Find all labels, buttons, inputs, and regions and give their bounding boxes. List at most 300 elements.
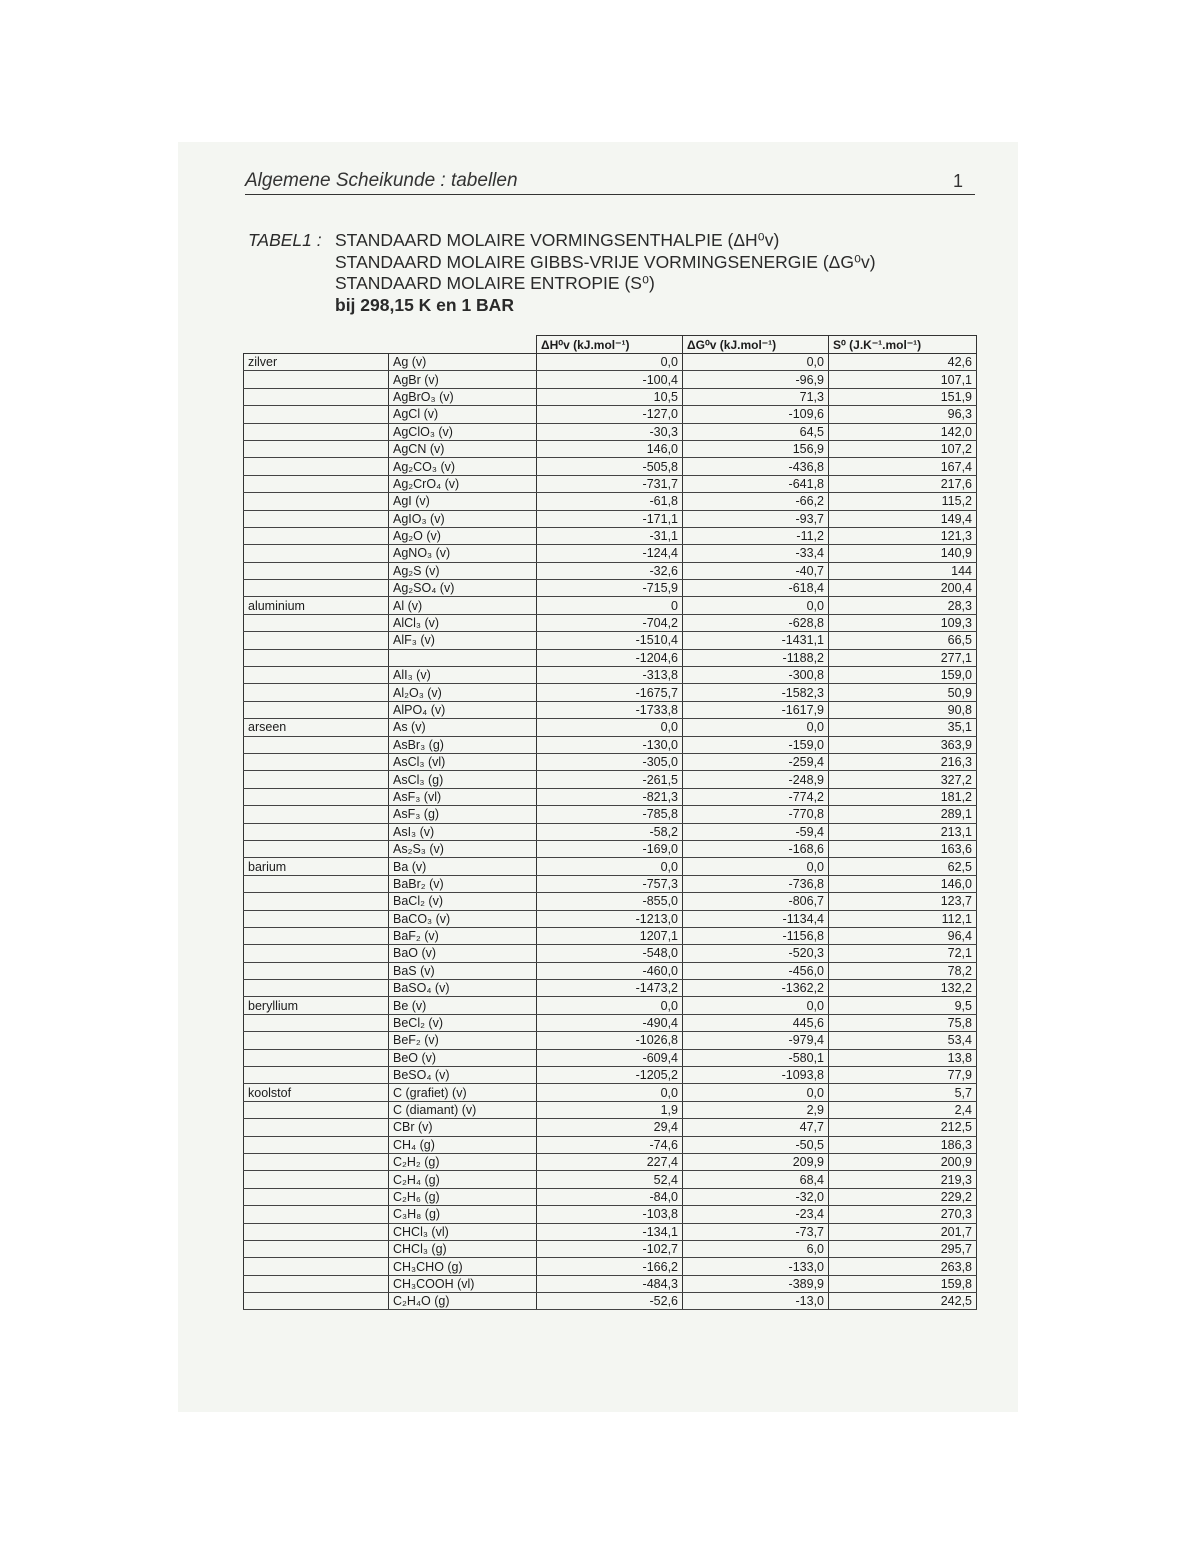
table-row <box>244 997 977 1014</box>
compound-cell: AgBr (v) <box>389 371 537 388</box>
table-row <box>244 1136 977 1153</box>
gibbs-cell: 0,0 <box>683 858 829 875</box>
element-cell <box>244 1171 389 1188</box>
table-row <box>244 840 977 857</box>
gibbs-cell: 68,4 <box>683 1171 829 1188</box>
compound-cell: C₂H₆ (g) <box>389 1188 537 1205</box>
compound-cell: BaCl₂ (v) <box>389 893 537 910</box>
enthalpy-cell: -58,2 <box>537 823 683 840</box>
entropy-cell: 107,2 <box>829 440 977 457</box>
enthalpy-cell: -505,8 <box>537 458 683 475</box>
gibbs-cell: -259,4 <box>683 753 829 770</box>
gibbs-cell: 209,9 <box>683 1153 829 1170</box>
table-row <box>244 562 977 579</box>
entropy-cell: 327,2 <box>829 771 977 788</box>
enthalpy-cell: -1213,0 <box>537 910 683 927</box>
entropy-cell: 219,3 <box>829 1171 977 1188</box>
compound-cell: CH₃COOH (vl) <box>389 1275 537 1292</box>
entropy-cell: 167,4 <box>829 458 977 475</box>
enthalpy-cell: -548,0 <box>537 945 683 962</box>
header-enthalpy: ΔH⁰v (kJ.mol⁻¹) <box>537 336 683 354</box>
gibbs-cell: -1156,8 <box>683 927 829 944</box>
entropy-cell: 200,4 <box>829 580 977 597</box>
gibbs-cell: -300,8 <box>683 667 829 684</box>
entropy-cell: 132,2 <box>829 980 977 997</box>
table-row <box>244 910 977 927</box>
entropy-cell: 78,2 <box>829 962 977 979</box>
compound-cell: CHCl₃ (g) <box>389 1240 537 1257</box>
element-cell <box>244 632 389 649</box>
entropy-cell: 149,4 <box>829 510 977 527</box>
header-title: Algemene Scheikunde : tabellen <box>245 170 518 191</box>
gibbs-cell: -159,0 <box>683 736 829 753</box>
enthalpy-cell: 0,0 <box>537 858 683 875</box>
gibbs-cell: -1134,4 <box>683 910 829 927</box>
compound-cell: CBr (v) <box>389 1119 537 1136</box>
gibbs-cell: -96,9 <box>683 371 829 388</box>
element-cell <box>244 440 389 457</box>
compound-cell: Ag₂S (v) <box>389 562 537 579</box>
compound-cell: AlI₃ (v) <box>389 667 537 684</box>
table-row <box>244 527 977 544</box>
compound-cell: CH₄ (g) <box>389 1136 537 1153</box>
compound-cell: BeF₂ (v) <box>389 1032 537 1049</box>
table-row <box>244 1223 977 1240</box>
enthalpy-cell: -102,7 <box>537 1240 683 1257</box>
gibbs-cell: 0,0 <box>683 719 829 736</box>
gibbs-cell: 0,0 <box>683 1084 829 1101</box>
compound-cell: BaBr₂ (v) <box>389 875 537 892</box>
enthalpy-cell: -1204,6 <box>537 649 683 666</box>
gibbs-cell: -33,4 <box>683 545 829 562</box>
entropy-cell: 159,0 <box>829 667 977 684</box>
element-cell <box>244 736 389 753</box>
element-cell <box>244 840 389 857</box>
element-cell: barium <box>244 858 389 875</box>
compound-cell: AgBrO₃ (v) <box>389 388 537 405</box>
entropy-cell: 363,9 <box>829 736 977 753</box>
enthalpy-cell: -460,0 <box>537 962 683 979</box>
gibbs-cell: -11,2 <box>683 527 829 544</box>
compound-cell: BeSO₄ (v) <box>389 1067 537 1084</box>
compound-cell: AgNO₃ (v) <box>389 545 537 562</box>
element-cell <box>244 875 389 892</box>
element-cell <box>244 1014 389 1031</box>
table-row <box>244 475 977 492</box>
element-cell <box>244 980 389 997</box>
table-row <box>244 388 977 405</box>
compound-cell: AlPO₄ (v) <box>389 701 537 718</box>
heading-line-1: STANDAARD MOLAIRE VORMINGSENTHALPIE (ΔH⁰v) <box>335 230 780 250</box>
entropy-cell: 121,3 <box>829 527 977 544</box>
gibbs-cell: -248,9 <box>683 771 829 788</box>
entropy-cell: 90,8 <box>829 701 977 718</box>
gibbs-cell: 64,5 <box>683 423 829 440</box>
entropy-cell: 213,1 <box>829 823 977 840</box>
gibbs-cell: -23,4 <box>683 1206 829 1223</box>
gibbs-cell: -806,7 <box>683 893 829 910</box>
enthalpy-cell: -30,3 <box>537 423 683 440</box>
compound-cell: C₂H₄ (g) <box>389 1171 537 1188</box>
enthalpy-cell: -127,0 <box>537 406 683 423</box>
compound-cell: AsCl₃ (g) <box>389 771 537 788</box>
enthalpy-cell: 0,0 <box>537 354 683 371</box>
table-row <box>244 788 977 805</box>
gibbs-cell: 0,0 <box>683 997 829 1014</box>
entropy-cell: 146,0 <box>829 875 977 892</box>
enthalpy-cell: -74,6 <box>537 1136 683 1153</box>
table-row <box>244 1171 977 1188</box>
element-cell <box>244 423 389 440</box>
table-row <box>244 580 977 597</box>
enthalpy-cell: -84,0 <box>537 1188 683 1205</box>
header-entropy: S⁰ (J.K⁻¹.mol⁻¹) <box>829 336 977 354</box>
table-row <box>244 945 977 962</box>
table-row <box>244 597 977 614</box>
table-row <box>244 545 977 562</box>
compound-cell: As₂S₃ (v) <box>389 840 537 857</box>
enthalpy-cell: -305,0 <box>537 753 683 770</box>
compound-cell: Al₂O₃ (v) <box>389 684 537 701</box>
compound-cell: AlF₃ (v) <box>389 632 537 649</box>
enthalpy-cell: 0 <box>537 597 683 614</box>
enthalpy-cell: -169,0 <box>537 840 683 857</box>
compound-cell: AsF₃ (g) <box>389 806 537 823</box>
entropy-cell: 42,6 <box>829 354 977 371</box>
element-cell <box>244 1032 389 1049</box>
element-cell <box>244 510 389 527</box>
entropy-cell: 229,2 <box>829 1188 977 1205</box>
entropy-cell: 200,9 <box>829 1153 977 1170</box>
element-cell <box>244 1240 389 1257</box>
element-cell <box>244 927 389 944</box>
table-row <box>244 980 977 997</box>
entropy-cell: 9,5 <box>829 997 977 1014</box>
gibbs-cell: 0,0 <box>683 597 829 614</box>
compound-cell: Al (v) <box>389 597 537 614</box>
table-row <box>244 875 977 892</box>
gibbs-cell: -1582,3 <box>683 684 829 701</box>
table-row <box>244 632 977 649</box>
gibbs-cell: -168,6 <box>683 840 829 857</box>
enthalpy-cell: -261,5 <box>537 771 683 788</box>
enthalpy-cell: -134,1 <box>537 1223 683 1240</box>
element-cell <box>244 562 389 579</box>
compound-cell: BeCl₂ (v) <box>389 1014 537 1031</box>
enthalpy-cell: -1733,8 <box>537 701 683 718</box>
enthalpy-cell: -821,3 <box>537 788 683 805</box>
gibbs-cell: -109,6 <box>683 406 829 423</box>
element-cell <box>244 1101 389 1118</box>
entropy-cell: 35,1 <box>829 719 977 736</box>
compound-cell: C (diamant) (v) <box>389 1101 537 1118</box>
element-cell <box>244 1258 389 1275</box>
entropy-cell: 295,7 <box>829 1240 977 1257</box>
entropy-cell: 50,9 <box>829 684 977 701</box>
entropy-cell: 263,8 <box>829 1258 977 1275</box>
enthalpy-cell: 29,4 <box>537 1119 683 1136</box>
enthalpy-cell: -704,2 <box>537 614 683 631</box>
page-number: 1 <box>952 171 963 191</box>
enthalpy-cell: -855,0 <box>537 893 683 910</box>
table-row <box>244 1188 977 1205</box>
enthalpy-cell: -61,8 <box>537 493 683 510</box>
entropy-cell: 270,3 <box>829 1206 977 1223</box>
enthalpy-cell: -731,7 <box>537 475 683 492</box>
table-row <box>244 1049 977 1066</box>
entropy-cell: 5,7 <box>829 1084 977 1101</box>
gibbs-cell: -93,7 <box>683 510 829 527</box>
enthalpy-cell: -171,1 <box>537 510 683 527</box>
table-row <box>244 823 977 840</box>
compound-cell: BaCO₃ (v) <box>389 910 537 927</box>
enthalpy-cell: -130,0 <box>537 736 683 753</box>
gibbs-cell: -133,0 <box>683 1258 829 1275</box>
compound-cell: Ag₂CrO₄ (v) <box>389 475 537 492</box>
element-cell <box>244 1275 389 1292</box>
table-row <box>244 614 977 631</box>
compound-cell: C₂H₂ (g) <box>389 1153 537 1170</box>
element-cell <box>244 580 389 597</box>
table-row <box>244 1206 977 1223</box>
entropy-cell: 115,2 <box>829 493 977 510</box>
table-row <box>244 1119 977 1136</box>
enthalpy-cell: -100,4 <box>537 371 683 388</box>
element-cell <box>244 962 389 979</box>
enthalpy-cell: 0,0 <box>537 997 683 1014</box>
compound-cell: AgClO₃ (v) <box>389 423 537 440</box>
element-cell <box>244 1188 389 1205</box>
enthalpy-cell: -1026,8 <box>537 1032 683 1049</box>
entropy-cell: 112,1 <box>829 910 977 927</box>
table-row <box>244 371 977 388</box>
table-row <box>244 1293 977 1310</box>
element-cell <box>244 753 389 770</box>
table-row <box>244 354 977 371</box>
enthalpy-cell: -31,1 <box>537 527 683 544</box>
element-cell <box>244 806 389 823</box>
table-row <box>244 649 977 666</box>
element-cell <box>244 701 389 718</box>
gibbs-cell: -770,8 <box>683 806 829 823</box>
page-header <box>245 168 975 195</box>
gibbs-cell: -979,4 <box>683 1032 829 1049</box>
table-row <box>244 493 977 510</box>
element-cell: zilver <box>244 354 389 371</box>
gibbs-cell: -32,0 <box>683 1188 829 1205</box>
compound-cell: AsI₃ (v) <box>389 823 537 840</box>
element-cell <box>244 1119 389 1136</box>
gibbs-cell: -13,0 <box>683 1293 829 1310</box>
table-row <box>244 753 977 770</box>
compound-cell: Ag₂CO₃ (v) <box>389 458 537 475</box>
element-cell <box>244 788 389 805</box>
enthalpy-cell: -52,6 <box>537 1293 683 1310</box>
entropy-cell: 277,1 <box>829 649 977 666</box>
compound-cell: CH₃CHO (g) <box>389 1258 537 1275</box>
entropy-cell: 140,9 <box>829 545 977 562</box>
gibbs-cell: -73,7 <box>683 1223 829 1240</box>
gibbs-cell: 2,9 <box>683 1101 829 1118</box>
element-cell <box>244 371 389 388</box>
table-row <box>244 440 977 457</box>
table-row <box>244 858 977 875</box>
gibbs-cell: -1617,9 <box>683 701 829 718</box>
compound-cell: Ag (v) <box>389 354 537 371</box>
element-cell <box>244 458 389 475</box>
enthalpy-cell: -609,4 <box>537 1049 683 1066</box>
compound-cell: BaS (v) <box>389 962 537 979</box>
table-row <box>244 1014 977 1031</box>
heading-line-4: bij 298,15 K en 1 BAR <box>335 294 514 315</box>
entropy-cell: 107,1 <box>829 371 977 388</box>
enthalpy-cell: -1473,2 <box>537 980 683 997</box>
element-cell <box>244 475 389 492</box>
entropy-cell: 212,5 <box>829 1119 977 1136</box>
compound-cell: Ag₂O (v) <box>389 527 537 544</box>
element-cell <box>244 1136 389 1153</box>
entropy-cell: 151,9 <box>829 388 977 405</box>
compound-cell: AgCl (v) <box>389 406 537 423</box>
table-row <box>244 736 977 753</box>
entropy-cell: 53,4 <box>829 1032 977 1049</box>
table-body <box>244 354 977 1310</box>
table-row <box>244 1101 977 1118</box>
entropy-cell: 72,1 <box>829 945 977 962</box>
enthalpy-cell: 0,0 <box>537 1084 683 1101</box>
enthalpy-cell: -1205,2 <box>537 1067 683 1084</box>
compound-cell: AgIO₃ (v) <box>389 510 537 527</box>
entropy-cell: 96,4 <box>829 927 977 944</box>
element-cell: koolstof <box>244 1084 389 1101</box>
gibbs-cell: -66,2 <box>683 493 829 510</box>
element-cell <box>244 545 389 562</box>
element-cell <box>244 1293 389 1310</box>
table-row <box>244 684 977 701</box>
compound-cell: AsBr₃ (g) <box>389 736 537 753</box>
element-cell <box>244 1067 389 1084</box>
element-cell <box>244 667 389 684</box>
gibbs-cell: -59,4 <box>683 823 829 840</box>
gibbs-cell: 6,0 <box>683 1240 829 1257</box>
element-cell <box>244 388 389 405</box>
compound-cell: Ba (v) <box>389 858 537 875</box>
element-cell <box>244 684 389 701</box>
entropy-cell: 242,5 <box>829 1293 977 1310</box>
element-cell: arseen <box>244 719 389 736</box>
heading-line-3: STANDAARD MOLAIRE ENTROPIE (S⁰) <box>335 273 655 293</box>
enthalpy-cell: -484,3 <box>537 1275 683 1292</box>
gibbs-cell: 0,0 <box>683 354 829 371</box>
enthalpy-cell: 1207,1 <box>537 927 683 944</box>
element-cell <box>244 1223 389 1240</box>
table-heading <box>248 230 968 316</box>
element-cell <box>244 771 389 788</box>
thermodynamic-table <box>243 335 977 1310</box>
gibbs-cell: -389,9 <box>683 1275 829 1292</box>
table-row <box>244 893 977 910</box>
table-row <box>244 962 977 979</box>
table-row <box>244 1067 977 1084</box>
entropy-cell: 2,4 <box>829 1101 977 1118</box>
element-cell <box>244 823 389 840</box>
entropy-cell: 142,0 <box>829 423 977 440</box>
element-cell <box>244 910 389 927</box>
compound-cell: AgI (v) <box>389 493 537 510</box>
gibbs-cell: -40,7 <box>683 562 829 579</box>
entropy-cell: 163,6 <box>829 840 977 857</box>
compound-cell: BaO (v) <box>389 945 537 962</box>
entropy-cell: 75,8 <box>829 1014 977 1031</box>
element-cell <box>244 649 389 666</box>
table-row <box>244 771 977 788</box>
compound-cell: C₃H₈ (g) <box>389 1206 537 1223</box>
entropy-cell: 159,8 <box>829 1275 977 1292</box>
table-row <box>244 510 977 527</box>
compound-cell: As (v) <box>389 719 537 736</box>
gibbs-cell: -641,8 <box>683 475 829 492</box>
enthalpy-cell: -124,4 <box>537 545 683 562</box>
enthalpy-cell: 146,0 <box>537 440 683 457</box>
compound-cell: C₂H₄O (g) <box>389 1293 537 1310</box>
compound-cell: BaF₂ (v) <box>389 927 537 944</box>
compound-cell: AlCl₃ (v) <box>389 614 537 631</box>
entropy-cell: 13,8 <box>829 1049 977 1066</box>
enthalpy-cell: -785,8 <box>537 806 683 823</box>
compound-cell: AsF₃ (vl) <box>389 788 537 805</box>
entropy-cell: 66,5 <box>829 632 977 649</box>
element-cell: beryllium <box>244 997 389 1014</box>
element-cell <box>244 527 389 544</box>
enthalpy-cell: -103,8 <box>537 1206 683 1223</box>
enthalpy-cell: -313,8 <box>537 667 683 684</box>
compound-cell: BaSO₄ (v) <box>389 980 537 997</box>
element-cell <box>244 945 389 962</box>
compound-cell: Ag₂SO₄ (v) <box>389 580 537 597</box>
compound-cell: BeO (v) <box>389 1049 537 1066</box>
entropy-cell: 144 <box>829 562 977 579</box>
gibbs-cell: -628,8 <box>683 614 829 631</box>
gibbs-cell: -580,1 <box>683 1049 829 1066</box>
element-cell: aluminium <box>244 597 389 614</box>
enthalpy-cell: 0,0 <box>537 719 683 736</box>
table-row <box>244 406 977 423</box>
element-cell <box>244 493 389 510</box>
table-header-row <box>244 336 977 354</box>
table-row <box>244 806 977 823</box>
gibbs-cell: -618,4 <box>683 580 829 597</box>
table-row <box>244 701 977 718</box>
table-row <box>244 1240 977 1257</box>
table-row <box>244 1258 977 1275</box>
entropy-cell: 28,3 <box>829 597 977 614</box>
gibbs-cell: -1431,1 <box>683 632 829 649</box>
header-element <box>244 336 389 354</box>
table-row <box>244 667 977 684</box>
enthalpy-cell: -166,2 <box>537 1258 683 1275</box>
entropy-cell: 201,7 <box>829 1223 977 1240</box>
entropy-cell: 123,7 <box>829 893 977 910</box>
element-cell <box>244 1049 389 1066</box>
enthalpy-cell: -490,4 <box>537 1014 683 1031</box>
enthalpy-cell: 52,4 <box>537 1171 683 1188</box>
gibbs-cell: -520,3 <box>683 945 829 962</box>
enthalpy-cell: 227,4 <box>537 1153 683 1170</box>
enthalpy-cell: -757,3 <box>537 875 683 892</box>
gibbs-cell: 71,3 <box>683 388 829 405</box>
table-label: TABEL1 : <box>248 230 322 250</box>
table-row <box>244 423 977 440</box>
